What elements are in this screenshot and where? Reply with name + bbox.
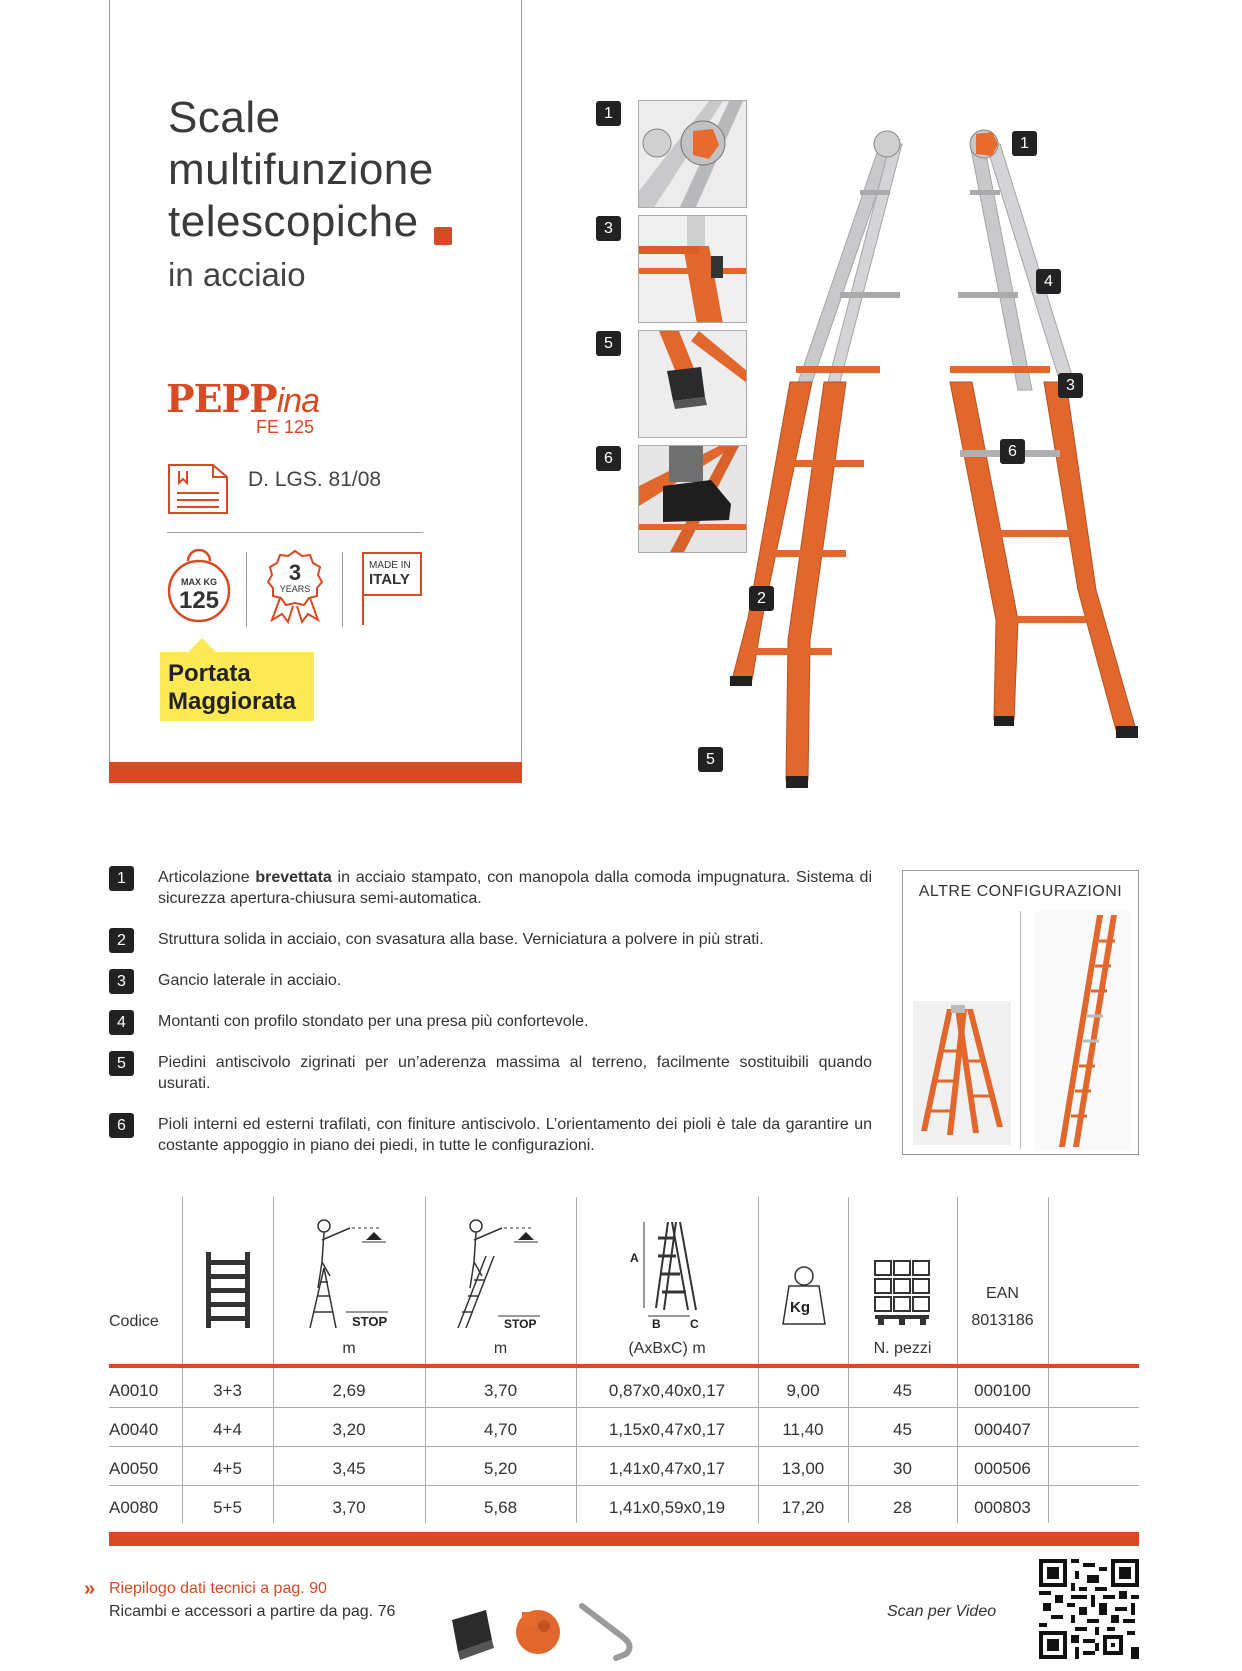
cell-rungs: 5+5: [213, 1498, 242, 1517]
cell-weight: 17,20: [781, 1498, 825, 1517]
title-line-1: Scale: [168, 93, 281, 142]
callout-4: 4: [1036, 269, 1061, 294]
cell-ean: 000803: [974, 1498, 1031, 1517]
page-subtitle: in acciaio: [168, 256, 306, 293]
feature-text-part: in acciaio stampato, con manopola dalla comoda impugnatura. Sistema di sicurezza apertura-chiusura semi-automatica.: [158, 869, 873, 907]
highlight-line-1: Portata: [168, 660, 251, 687]
max-weight-label: MAX KG: [181, 577, 217, 587]
title-accent-square: [434, 227, 452, 245]
warranty-badge: [262, 548, 328, 629]
page-title: [168, 92, 434, 248]
left-panel-accent-bar: [109, 762, 522, 783]
title-line-3: telescopiche: [168, 197, 419, 246]
kg-label: Kg: [790, 1299, 810, 1316]
cell-dimensions: 0,87x0,40x0,17: [608, 1381, 726, 1400]
spare-foot-icon: [452, 1610, 494, 1660]
working-height-leaning-icon: [452, 1216, 546, 1328]
cell-pieces: 45: [893, 1381, 912, 1400]
norm-reference: D. LGS. 81/08: [248, 468, 382, 491]
cell-weight: 13,00: [781, 1459, 825, 1478]
brand-main: PEPP: [166, 376, 277, 421]
alt-configurations-title: ALTRE CONFIGURAZIONI: [918, 883, 1123, 900]
alt-config-aframe-image: [913, 1001, 1011, 1145]
cell-ean: 000100: [974, 1381, 1031, 1400]
feature-text: Struttura solida in acciaio, con svasatura alla base. Verniciatura a polvere in più strati.: [158, 931, 764, 948]
cell-rungs: 4+4: [213, 1420, 242, 1439]
max-weight-value: 125: [178, 587, 220, 614]
cell-weight: 9,00: [786, 1381, 820, 1400]
cell-pieces: 45: [893, 1420, 912, 1439]
feature-text: Piedini antiscivolo zigrinati per un’aderenza massima al terreno, facilmente sostituibili quando usurati.: [158, 1054, 872, 1092]
highlight-line-2: Maggiorata: [168, 688, 297, 715]
cell-pieces: 28: [893, 1498, 912, 1517]
qr-code[interactable]: [1039, 1559, 1139, 1659]
brand-logo: [166, 376, 319, 421]
highlight-pointer: [188, 638, 216, 652]
callout-5: 5: [698, 747, 723, 772]
table-row-rule: [109, 1485, 1139, 1486]
badge-separator: [246, 552, 247, 627]
header-height-unit: m: [493, 1340, 508, 1357]
cell-code: A0010: [109, 1381, 159, 1400]
header-pieces: N. pezzi: [873, 1340, 932, 1357]
cell-ean: 000506: [974, 1459, 1031, 1478]
thumb-callout-5: 5: [596, 331, 621, 356]
pallet-pieces-icon: [874, 1260, 930, 1326]
spare-parts-image: [448, 1598, 648, 1664]
table-row-rule: [109, 1407, 1139, 1408]
scan-for-video-label: Scan per Video: [887, 1603, 997, 1620]
header-ean-label: EAN: [986, 1285, 1019, 1302]
cell-rungs: 4+5: [213, 1459, 242, 1478]
header-ean-prefix: 8013186: [971, 1312, 1034, 1329]
alt-configurations-divider: [1020, 911, 1021, 1149]
double-chevron-icon: »: [84, 1578, 90, 1600]
cell-code: A0080: [109, 1498, 159, 1517]
thumb-callout-1: 1: [596, 101, 621, 126]
feature-number: 2: [109, 928, 134, 953]
dimensions-icon: [624, 1218, 704, 1328]
cell-code: A0050: [109, 1459, 159, 1478]
cell-rungs: 3+3: [213, 1381, 242, 1400]
feature-number: 1: [109, 866, 134, 891]
italy-label: ITALY: [369, 571, 410, 588]
thumb-callout-6: 6: [596, 446, 621, 471]
callout-6: 6: [1000, 439, 1025, 464]
feature-number: 4: [109, 1010, 134, 1035]
feature-text: [158, 867, 872, 909]
spare-hook-icon: [582, 1606, 630, 1658]
ladder-illustration: [690, 120, 1150, 800]
cell-dimensions: 1,41x0,59x0,19: [608, 1498, 726, 1517]
cell-dimensions: 1,15x0,47x0,17: [608, 1420, 726, 1439]
dim-c-label: C: [690, 1317, 699, 1328]
cell-code: A0040: [109, 1420, 159, 1439]
thumb-callout-3: 3: [596, 216, 621, 241]
stop-label: STOP: [504, 1317, 537, 1328]
cell-height-2: 3,70: [483, 1381, 518, 1400]
badge-separator: [342, 552, 343, 627]
max-weight-badge: [166, 549, 232, 628]
cell-dimensions: 1,41x0,47x0,17: [608, 1459, 726, 1478]
stop-label: STOP: [352, 1314, 388, 1328]
made-in-italy-badge: [361, 551, 423, 630]
alt-configurations-box: [902, 870, 1139, 1155]
cell-height-1: 3,70: [332, 1498, 366, 1517]
highlight-box: [160, 652, 314, 721]
feature-number: 5: [109, 1051, 134, 1076]
model-code: FE 125: [256, 417, 315, 437]
feature-text-part: Articolazione: [158, 869, 256, 886]
table-row-rule: [109, 1446, 1139, 1447]
cell-ean: 000407: [974, 1420, 1031, 1439]
rungs-icon: [204, 1250, 252, 1330]
feature-number: 3: [109, 969, 134, 994]
cell-pieces: 30: [893, 1459, 912, 1478]
warranty-years-label: YEARS: [279, 584, 311, 594]
table-header-rule: [109, 1364, 1139, 1368]
header-height-unit: m: [342, 1340, 356, 1357]
feature-text-bold: brevettata: [255, 869, 332, 886]
dim-b-label: B: [652, 1317, 661, 1328]
cell-weight: 11,40: [782, 1420, 824, 1439]
dim-a-label: A: [630, 1251, 639, 1265]
divider: [167, 532, 423, 533]
technical-data-link[interactable]: Riepilogo dati tecnici a pag. 90: [109, 1580, 327, 1597]
alt-config-straight-image: [1035, 911, 1131, 1151]
callout-1: 1: [1012, 131, 1037, 156]
cell-height-1: 3,20: [332, 1420, 366, 1439]
cell-height-1: 3,45: [332, 1459, 366, 1478]
cell-height-2: 4,70: [483, 1420, 518, 1439]
document-icon: [167, 463, 229, 515]
made-in-label: MADE IN: [369, 560, 411, 571]
spare-knob-icon: [516, 1610, 560, 1654]
working-height-stepladder-icon: [300, 1216, 394, 1328]
feature-text: Montanti con profilo stondato per una presa più confortevole.: [158, 1013, 589, 1030]
feature-text: Gancio laterale in acciaio.: [158, 972, 342, 989]
feature-text: Pioli interni ed esterni trafilati, con finiture antiscivolo. L’orientamento dei pioli è tale da garantire un costante appoggio in piano dei piedi, in tutte le configurazioni.: [158, 1116, 872, 1154]
cell-height-2: 5,68: [483, 1498, 518, 1517]
title-line-2: multifunzione: [168, 145, 434, 194]
weight-kg-icon: [781, 1266, 827, 1326]
feature-number: 6: [109, 1113, 134, 1138]
cell-height-2: 5,20: [483, 1459, 518, 1478]
callout-2: 2: [749, 586, 774, 611]
table-bottom-bar: [109, 1532, 1139, 1546]
cell-height-1: 2,69: [332, 1381, 366, 1400]
header-code: Codice: [109, 1313, 159, 1330]
header-dimensions: (AxBxC) m: [628, 1340, 706, 1357]
brand-italic: ina: [276, 382, 320, 420]
table-column-divider: [1048, 1197, 1049, 1523]
accessories-reference: Ricambi e accessori a partire da pag. 76: [109, 1603, 396, 1620]
warranty-years-value: 3: [288, 560, 302, 585]
callout-3: 3: [1058, 373, 1083, 398]
